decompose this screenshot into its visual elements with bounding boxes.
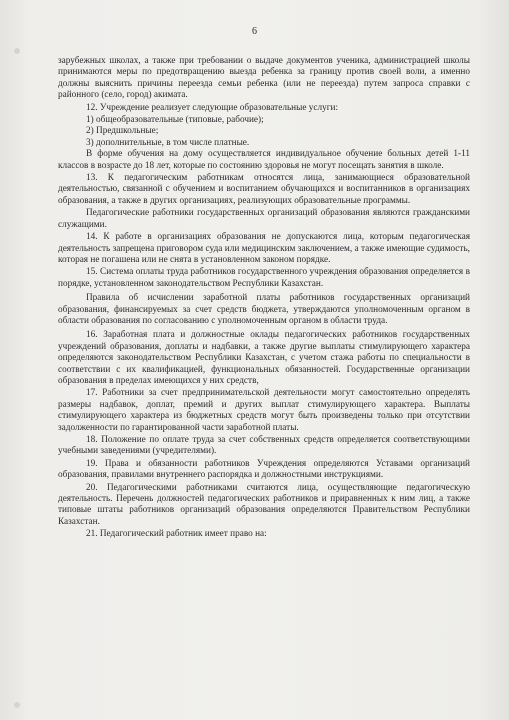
paragraph: зарубежных школах, а также при требовании о выдаче документов ученика, администрацией школы принимаются меры по предотвращению выезда ребенка за границу против своей воли, а именно должны выяснить причины переезда семьи ребенка (или не переезда) путем запроса справки с районного (село, город) акимата. — [58, 56, 470, 101]
paragraph: 13. К педагогическим работникам относятся лица, занимающиеся образовательной деятельностью, связанной с обучением и воспитанием обучающихся и воспитанников в организациях образования, а также в других организациях, реализующих образовательные программы. — [58, 173, 470, 206]
paragraph: 16. Заработная плата и должностные оклады педагогических работников государственных учреждений образования, доплаты и надбавки, а также другие выплаты стимулирующего характера определяются законодательством Республики Казахстан, с учетом стажа работы по специальности в соответствии с их квалификацией, функциональных обязанностей. Государственные организации образования в пределах имеющихся у них средств, — [58, 330, 470, 386]
paragraph: 18. Положение по оплате труда за счет собственных средств определяется соответствующими учебными заведениями (учредителями). — [58, 435, 470, 457]
punch-hole-mark — [14, 702, 20, 708]
services-list — [58, 115, 470, 149]
document-body — [58, 56, 470, 542]
paragraph: В форме обучения на дому осуществляется индивидуальное обучение больных детей 1-11 классов в возрасте до 18 лет, которые по состоянию здоровья не могут посещать занятия в школе. — [58, 149, 470, 171]
paragraph: 17. Работники за счет предпринимательской деятельности могут самостоятельно определять размеры надбавок, доплат, премий и других выплат стимулирующего характера. Выплаты стимулирующего характера из бюджетных средств могут быть произведены только при отсутствии задолженности по гарантированной части заработной платы. — [58, 388, 470, 433]
paragraph: Правила об исчислении заработной платы работников государственных организаций образования, финансируемых за счет средств бюджета, утверждаются уполномоченным органом в области образования по согласованию с уполномоченным органом в области труда. — [58, 293, 470, 326]
page-number: 6 — [252, 26, 257, 37]
paragraph: 12. Учреждение реализует следующие образовательные услуги: — [86, 102, 339, 113]
paragraph: 15. Система оплаты труда работников государственного учреждения образования определяется в порядке, установленном законодательством Республики Казахстан. — [58, 267, 470, 289]
punch-hole-mark — [14, 48, 20, 54]
paragraph: Педагогические работники государственных организаций образования являются гражданскими служащими. — [58, 208, 470, 230]
list-item: 2) Предшкольные; — [86, 126, 159, 137]
paragraph: 21. Педагогический работник имеет право на: — [86, 529, 267, 540]
paragraph: 14. К работе в организациях образования не допускаются лица, которым педагогическая деятельность запрещена приговором суда или медицинским заключением, а также имеющие судимость, которая не погашена или не снята в установленном законом порядке. — [58, 232, 470, 265]
paragraph: 19. Права и обязанности работников Учреждения определяются Уставами организаций образования, правилами внутреннего распорядка и должностными инструкциями. — [58, 458, 470, 481]
paragraph: 20. Педагогическими работниками считаются лица, осуществляющие педагогическую деятельность. Перечень должностей педагогических работников и приравненных к ним лиц, а также типовые штаты работников организаций образования определяются Правительством Республики Казахстан. — [58, 482, 470, 527]
list-item: 1) общеобразовательные (типовые, рабочие); — [86, 115, 264, 126]
list-item: 3) дополнительные, в том числе платные. — [86, 137, 250, 148]
